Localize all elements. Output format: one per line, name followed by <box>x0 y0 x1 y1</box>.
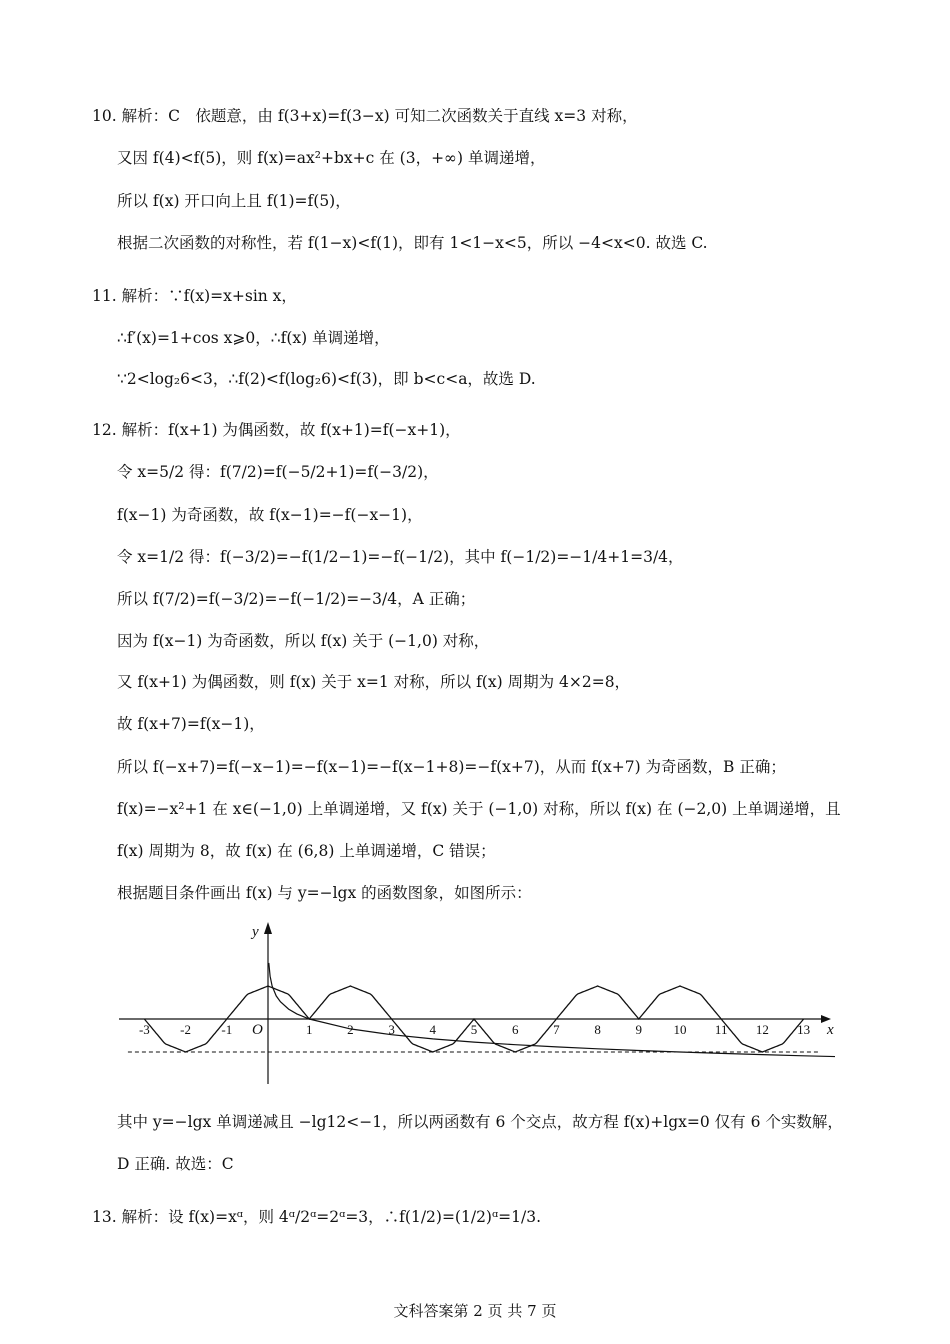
p12-line-2: 令 x=5/2 得：f(7/2)=f(−5/2+1)=f(−3/2)， <box>117 463 439 481</box>
p12-line-11: f(x) 周期为 8，故 f(x) 在 (6,8) 上单调递增，C 错误； <box>117 842 496 860</box>
p12-line-12: 根据题目条件画出 f(x) 与 y=−lgx 的函数图象，如图所示： <box>117 884 532 902</box>
p12-line-4: 令 x=1/2 得：f(−3/2)=−f(1/2−1)=−f(−1/2)，其中 f(−1/2)=−1/4+1=3/4， <box>117 548 684 566</box>
x-tick-label-12: 12 <box>755 1022 769 1037</box>
p13-line-1: 13. 解析：设 f(x)=xᵅ，则 4ᵅ/2ᵅ=2ᵅ=3，∴f(1/2)=(1/2)ᵅ=1/3. <box>92 1208 542 1226</box>
x-tick-label--3: -3 <box>138 1022 150 1037</box>
x-tick-label-2: 2 <box>347 1022 354 1037</box>
p11-line-1: 11. 解析：∵f(x)=x+sin x， <box>92 287 297 305</box>
p11-line-3: ∵2<log₂6<3，∴f(2)<f(log₂6)<f(3)，即 b<c<a，故选 D. <box>117 370 536 388</box>
p12-line-9: 所以 f(−x+7)=f(−x−1)=−f(x−1)=−f(x−1+8)=−f(x+7)，从而 f(x+7) 为奇函数，B 正确； <box>117 758 786 776</box>
x-tick-label-13: 13 <box>797 1022 811 1037</box>
p10-line-4: 根据二次函数的对称性，若 f(1−x)<f(1)，即有 1<1−x<5，所以 −4<x<0. 故选 C. <box>117 234 708 252</box>
p12-line-1: 12. 解析：f(x+1) 为偶函数，故 f(x+1)=f(−x+1)， <box>92 421 461 439</box>
x-tick-label-10: 10 <box>673 1022 687 1037</box>
page-footer: 文科答案第 2 页 共 7 页 <box>393 1302 557 1320</box>
x-tick-label-7: 7 <box>553 1022 560 1037</box>
x-tick-label--2: -2 <box>180 1022 192 1037</box>
curve-neg-lgx <box>269 963 835 1057</box>
p10-line-3: 所以 f(x) 开口向上且 f(1)=f(5)， <box>117 192 351 210</box>
p12-line-10: f(x)=−x²+1 在 x∈(−1,0) 上单调递增，又 f(x) 关于 (−1,0) 对称，所以 f(x) 在 (−2,0) 上单调递增，且 <box>117 800 841 818</box>
p12-line-13: 其中 y=−lgx 单调递减且 −lg12<−1，所以两函数有 6 个交点，故方程 f(x)+lgx=0 仅有 6 个实数解， <box>117 1113 843 1131</box>
p12-line-6: 因为 f(x−1) 为奇函数，所以 f(x) 关于 (−1,0) 对称， <box>117 632 490 650</box>
x-tick-label--1: -1 <box>221 1022 233 1037</box>
p12-line-3: f(x−1) 为奇函数，故 f(x−1)=−f(−x−1)， <box>117 506 423 524</box>
x-tick-label-9: 9 <box>635 1022 643 1037</box>
x-tick-label-3: 3 <box>388 1022 395 1037</box>
p12-line-14: D 正确. 故选：C <box>117 1155 234 1173</box>
x-tick-label-1: 1 <box>305 1022 313 1037</box>
p11-line-2: ∴f′(x)=1+cos x⩾0，∴f(x) 单调递增， <box>117 329 390 347</box>
graph-axes <box>119 922 831 1084</box>
x-axis-label: x <box>827 1022 834 1038</box>
x-tick-label-8: 8 <box>594 1022 601 1037</box>
p12-line-7: 又 f(x+1) 为偶函数，则 f(x) 关于 x=1 对称，所以 f(x) 周期为 4×2=8， <box>117 673 631 691</box>
p10-line-2: 又因 f(4)<f(5)，则 f(x)=ax²+bx+c 在 (3，+∞) 单调递增， <box>117 149 546 167</box>
x-tick-label-4: 4 <box>429 1022 437 1037</box>
p10-line-1: 10. 解析：C 依题意，由 f(3+x)=f(3−x) 可知二次函数关于直线 x=3 对称， <box>92 107 638 125</box>
x-tick-label-5: 5 <box>470 1022 478 1037</box>
origin-label: O <box>252 1022 263 1038</box>
y-axis-arrow <box>264 922 272 934</box>
x-tick-label-6: 6 <box>511 1022 519 1037</box>
y-axis-label: y <box>252 924 259 940</box>
p12-line-5: 所以 f(7/2)=f(−3/2)=−f(−1/2)=−3/4，A 正确； <box>117 590 476 608</box>
p12-line-8: 故 f(x+7)=f(x−1)， <box>117 715 265 733</box>
function-graph <box>115 918 835 1088</box>
graph-curves <box>128 963 835 1057</box>
x-tick-label-11: 11 <box>714 1022 728 1037</box>
x-axis-ticks <box>139 1022 810 1037</box>
